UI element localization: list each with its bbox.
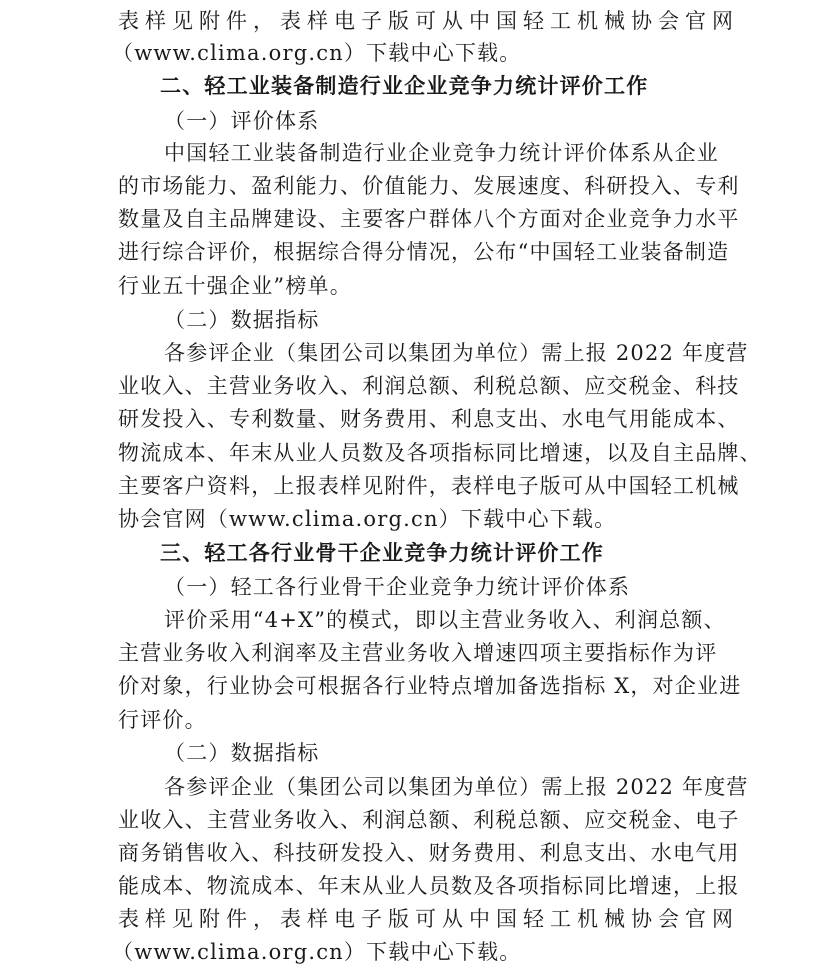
text-line: 各参评企业（集团公司以集团为单位）需上报 2022 年度营 bbox=[164, 775, 749, 799]
text-line: 中国轻工业装备制造行业企业竞争力统计评价体系从企业 bbox=[164, 141, 719, 165]
subsection-heading: （二）数据指标 bbox=[164, 741, 320, 765]
text-line: 主要客户资料，上报表样见附件，表样电子版可从中国轻工机械 bbox=[118, 474, 740, 498]
text-line: 表样见附件，表样电子版可从中国轻工机械协会官网 bbox=[118, 907, 739, 931]
text-line: （www.clima.org.cn）下载中心下载。 bbox=[112, 41, 522, 65]
text-line: 价对象，行业协会可根据各行业特点增加备选指标 X，对企业进 bbox=[118, 674, 742, 698]
text-line: 行业五十强企业”榜单。 bbox=[118, 274, 352, 298]
text-line: 各参评企业（集团公司以集团为单位）需上报 2022 年度营 bbox=[164, 341, 749, 365]
text-line: 商务销售收入、科技研发投入、财务费用、利息支出、水电气用 bbox=[118, 841, 740, 865]
text-line: 评价采用“4+X”的模式，即以主营业务收入、利润总额、 bbox=[164, 608, 726, 632]
text-line: 协会官网（www.clima.org.cn）下载中心下载。 bbox=[118, 507, 617, 531]
text-line: 物流成本、年末从业人员数及各项指标同比增速，以及自主品牌、 bbox=[118, 441, 762, 465]
subsection-heading: （一）评价体系 bbox=[164, 109, 320, 133]
text-line: 主营业务收入利润率及主营业务收入增速四项主要指标作为评 bbox=[118, 641, 718, 665]
subsection-heading: （一）轻工各行业骨干企业竞争力统计评价体系 bbox=[164, 575, 631, 599]
text-line: 研发投入、专利数量、财务费用、利息支出、水电气用能成本、 bbox=[118, 407, 740, 431]
text-line: 数量及自主品牌建设、主要客户群体八个方面对企业竞争力水平 bbox=[118, 207, 740, 231]
text-line: 表样见附件，表样电子版可从中国轻工机械协会官网 bbox=[118, 9, 739, 33]
text-line: 业收入、主营业务收入、利润总额、利税总额、应交税金、科技 bbox=[118, 374, 740, 398]
text-line: （www.clima.org.cn）下载中心下载。 bbox=[112, 940, 522, 964]
text-line: 行评价。 bbox=[118, 708, 207, 732]
text-line: 进行综合评价，根据综合得分情况，公布“中国轻工业装备制造 bbox=[118, 240, 730, 264]
text-line: 能成本、物流成本、年末从业人员数及各项指标同比增速，上报 bbox=[118, 874, 740, 898]
section-heading: 二、轻工业装备制造行业企业竞争力统计评价工作 bbox=[160, 74, 649, 98]
subsection-heading: （二）数据指标 bbox=[164, 308, 320, 332]
text-line: 业收入、主营业务收入、利润总额、利税总额、应交税金、电子 bbox=[118, 808, 740, 832]
text-line: 的市场能力、盈利能力、价值能力、发展速度、科研投入、专利 bbox=[118, 174, 740, 198]
section-heading: 三、轻工各行业骨干企业竞争力统计评价工作 bbox=[160, 541, 604, 565]
